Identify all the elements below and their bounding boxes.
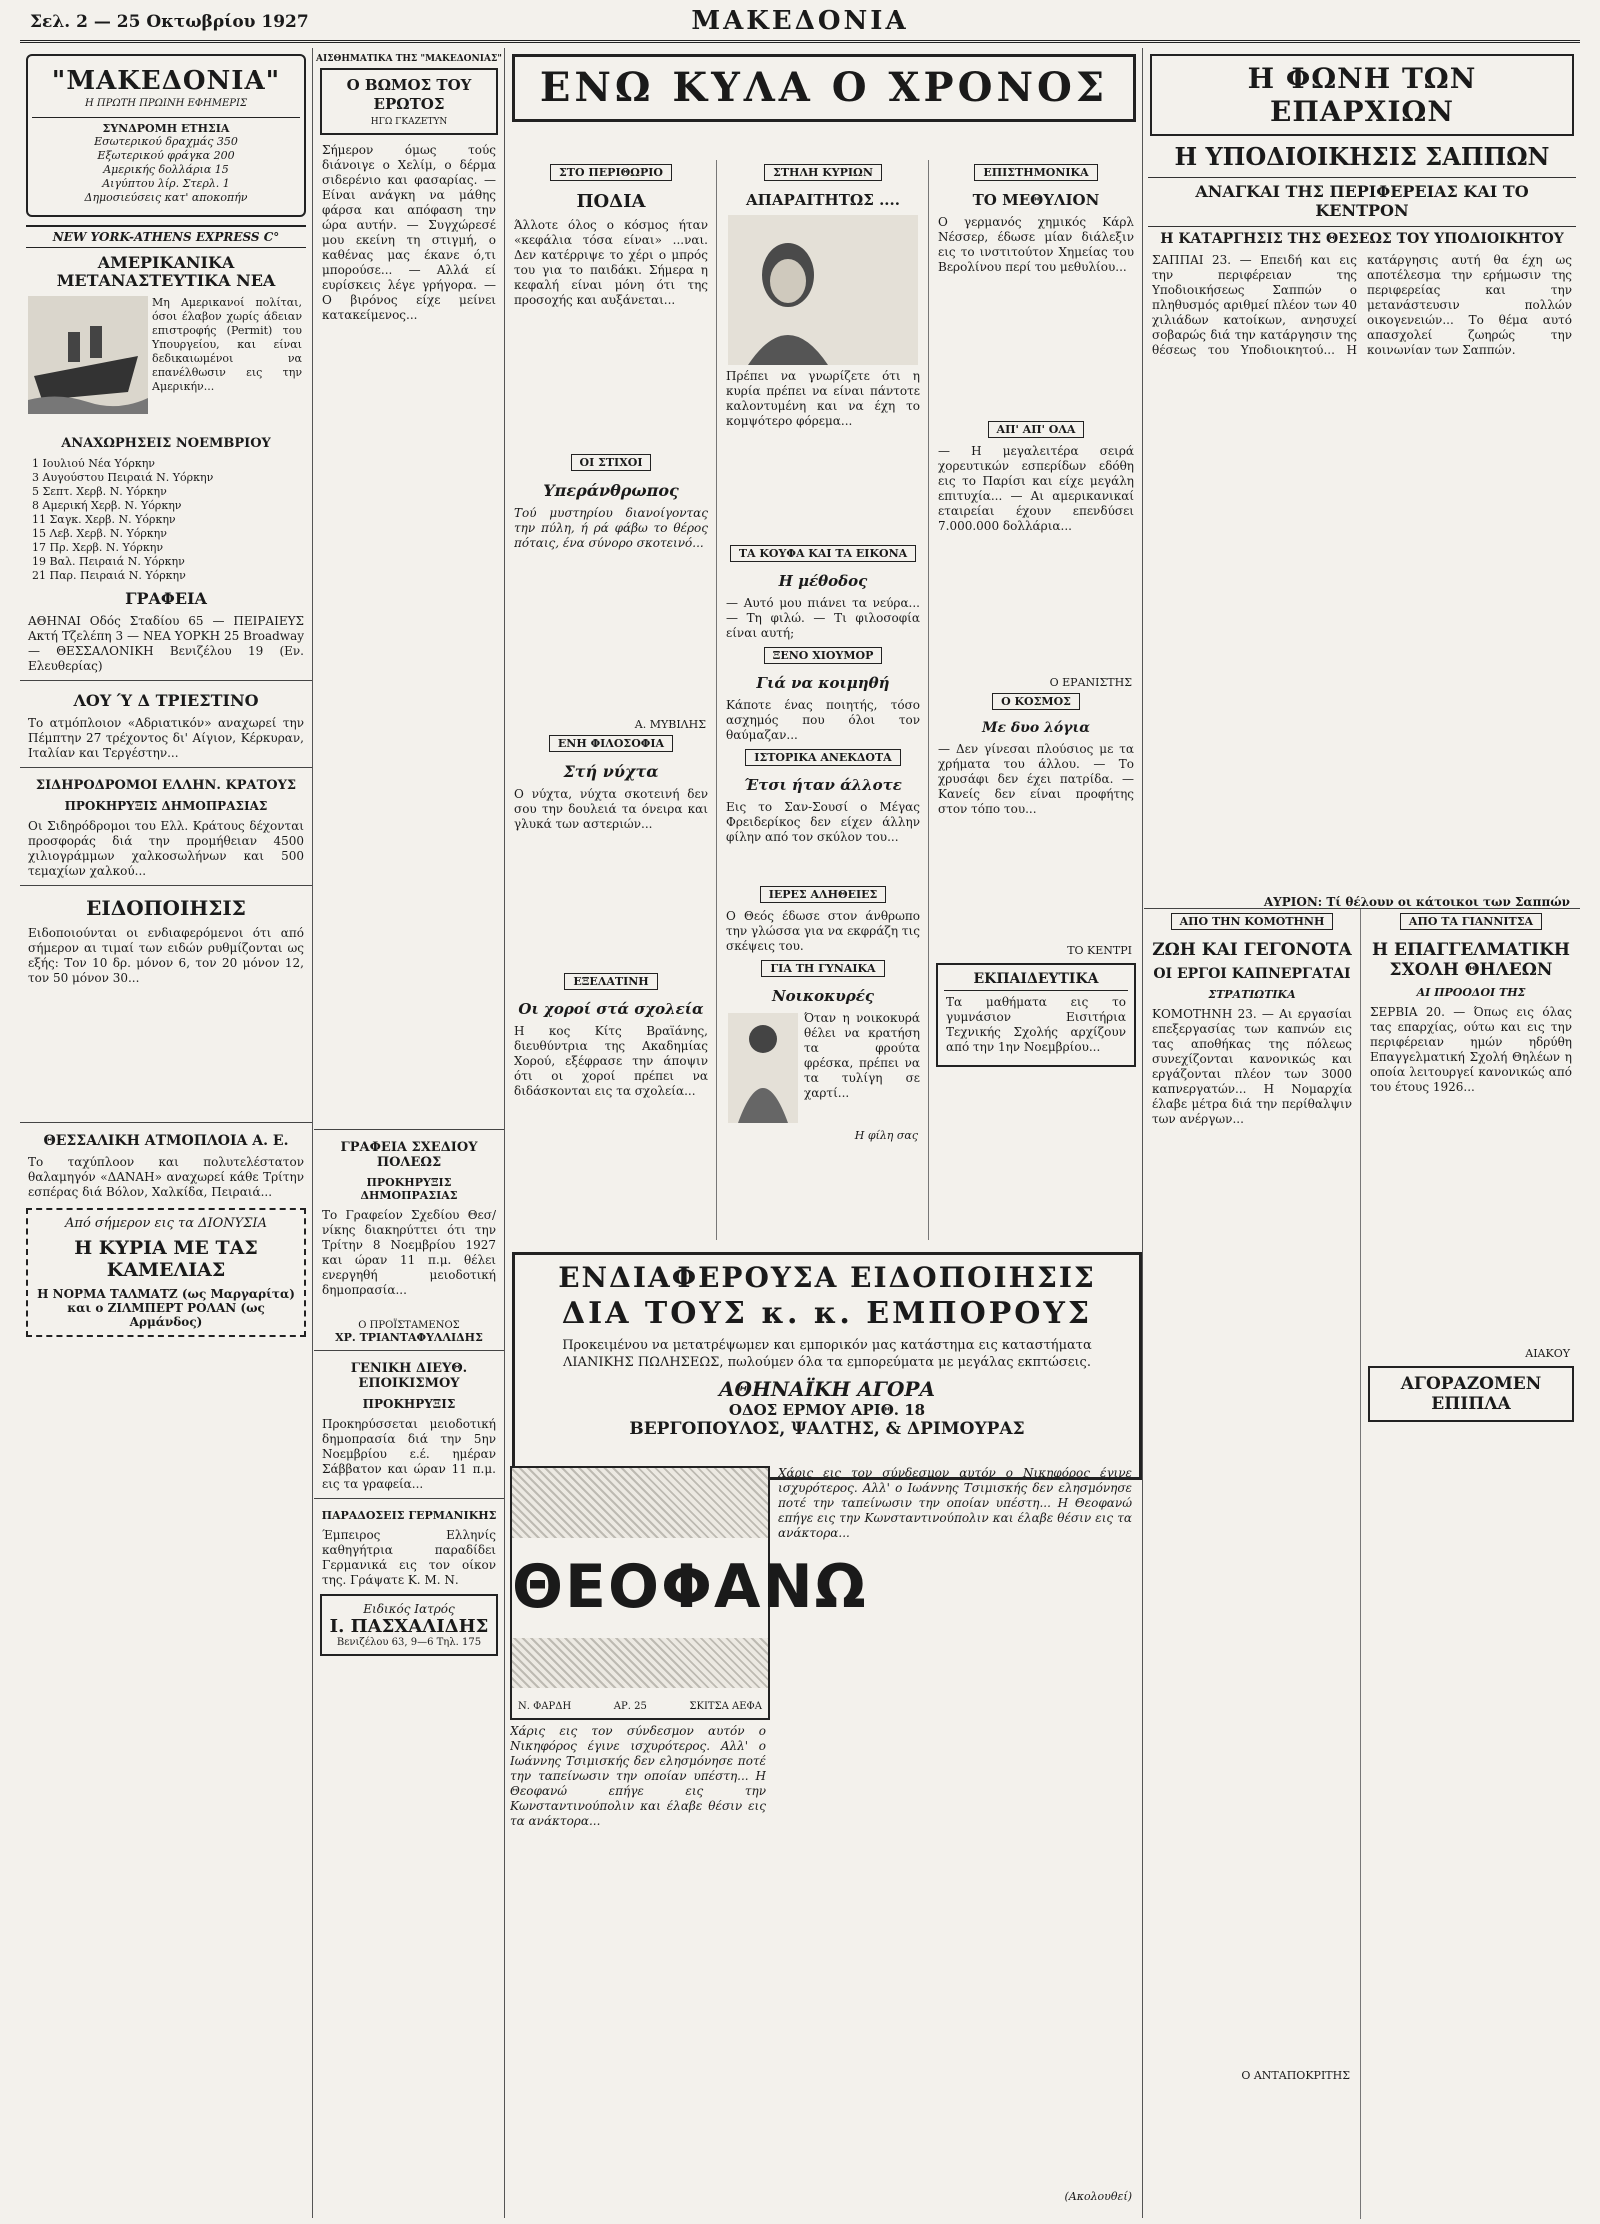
sappes-tomorrow: ΑΥΡΙΟΝ: Τί θέλουν οι κάτοικοι των Σαππών — [1263, 895, 1570, 909]
city-plan-name: ΧΡ. ΤΡΙΑΝΤΑΦΥΛΛΙΔΗΣ — [335, 1331, 483, 1344]
masthead-title: ΜΑΚΕΔΟΝΙΑ — [691, 6, 909, 36]
serial-author: Ν. ΦΑΡΔΗ — [518, 1701, 572, 1712]
list-item: 3 Αυγούστου Πειραιά Ν. Υόρκην — [32, 471, 214, 484]
trieste-section — [20, 680, 312, 761]
departures-heading: ΑΝΑΧΩΡΗΣΕΙΣ ΝΟΕΜΒΡΙΟΥ — [61, 436, 271, 451]
trieste-body: Το ατμόπλοιον «Αδριατικόν» αναχωρεί την Πέμπτην 27 τρέχοντος δι' Αίγιον, Κέρκυραν, Ιταλίαν και Τεργέστην... — [28, 716, 304, 760]
giannitsa-sign: ΑΙΑΚΟΥ — [1525, 1347, 1570, 1360]
list-item: 11 Σαγκ. Χερβ. Ν. Υόρκην — [32, 513, 176, 526]
article-body: Κάποτε ένας ποιητής, τόσο ασχημός που όλοι τον θαύμαζαν... — [726, 698, 920, 742]
masthead — [20, 4, 1580, 43]
sappes-subheading: ΑΝΑΓΚΑΙ ΤΗΣ ΠΕΡΙΦΕΡΕΙΑΣ ΚΑΙ ΤΟ ΚΕΝΤΡΟΝ — [1148, 177, 1576, 220]
serial-meta — [518, 1701, 762, 1712]
giannitsa-subtitle: ΑΙ ΠΡΟΟΔΟΙ ΤΗΣ — [1416, 986, 1526, 999]
merchants-notice — [512, 1252, 1142, 1480]
furniture-ad — [1368, 1366, 1574, 1422]
education-box — [936, 963, 1136, 1067]
komotini-subtitle-2: ΣΤΡΑΤΙΩΤΙΚΑ — [1208, 988, 1296, 1001]
section-label: ΞΕΝΟ ΧΙΟΥΜΟΡ — [764, 647, 883, 664]
article-title: Η μέθοδος — [778, 572, 868, 590]
poem-author: Α. ΜΥΒΙΛΗΣ — [634, 718, 706, 731]
section-label: Ο ΚΟΣΜΟΣ — [992, 693, 1080, 710]
shipping-heading: ΘΕΣΣΑΛΙΚΗ ΑΤΜΟΠΛΟΙΑ Α. Ε. — [43, 1133, 289, 1149]
sub-column-c — [930, 160, 1142, 1240]
komotini-body: ΚΟΜΟΤΗΝΗ 23. — Αι εργασίαι επεξεργασίας των καπνών εις τας αποθήκας της πόλεως συνεχίζονται κανονικώς και εργάζονται πλέον των 3000 καπνεργατών... Η Νομαρχία έλαβε μέτρα διά την περίθαλψιν των ανέργων... — [1152, 1007, 1352, 1126]
article-title: Υπεράνθρωπος — [543, 481, 679, 500]
city-plan-sign: Ο ΠΡΟΪΣΤΑΜΕΝΟΣ — [358, 1320, 460, 1331]
love-altar-box — [320, 68, 498, 135]
notices-body: Ειδοποιούνται οι ενδιαφερόμενοι ότι από σήμερον αι τιμαί των ειδών ρυθμίζονται ως εξής: Τον 10 δρ. μόνον 6, τον 20 μόνον 12, τον 50 μόνον 30... — [28, 926, 304, 985]
american-news-heading: ΑΜΕΡΙΚΑΝΙΚΑ ΜΕΤΑΝΑΣΤΕΥΤΙΚΑ ΝΕΑ — [56, 253, 276, 290]
article-title: ΠΟΔΙΑ — [576, 191, 646, 212]
article-title: ΑΠΑΡΑΙΤΗΤΩΣ .... — [746, 191, 900, 209]
list-item: 1 Ιουλιού Νέα Υόρκην — [32, 457, 155, 470]
column-4 — [1144, 48, 1580, 2218]
subscription-head: ΣΥΝΔΡΟΜΗ ΕΤΗΣΙΑ — [32, 117, 300, 135]
city-plan-tender — [314, 1129, 504, 1344]
love-altar-author: ΗΓΩ ΓΚΑΖΕΤΥΝ — [370, 117, 448, 127]
article-body: Ο γερμανός χημικός Κάρλ Νέσσερ, έδωσε μίαν διάλεξιν εις το ινστιτούτον Χημείας του Βερολίνου περί του μεθυλίου... — [938, 215, 1134, 274]
article-body: — Η μεγαλειτέρα σειρά χορευτικών εσπερίδων εδόθη εις το Παρίσι και είχε μεγάλη επιτυχία... — Αι αμερικανικαί εταιρείαι έχουν επενδύσει 7.000.000 δολλάρια... — [938, 444, 1134, 533]
list-item: 19 Βαλ. Πειραιά Ν. Υόρκην — [32, 555, 185, 568]
article-title: Οι χοροί στά σχολεία — [518, 1000, 704, 1018]
section-label: ΑΠ' ΑΠ' ΟΛΑ — [988, 421, 1085, 438]
serial-masthead — [510, 1466, 868, 1720]
state-railways-section — [20, 767, 312, 879]
masthead-date: Σελ. 2 — 25 Οκτωβρίου 1927 — [30, 12, 309, 32]
article-body: — Αυτό μου πιάνει τα νεύρα... — Τη φιλώ. — Τι φιλοσοφία είναι αυτή; — [726, 596, 920, 640]
merchants-heading: ΕΝΔΙΑΦΕΡΟΥΣΑ ΕΙΔΟΠΟΙΗΣΙΣ — [558, 1261, 1096, 1294]
section-label: ΣΤΗΛΗ ΚΥΡΙΩΝ — [764, 164, 882, 181]
article-title: Γιά να κοιμηθή — [756, 674, 890, 692]
giannitsa-title: Η ΕΠΑΓΓΕΛΜΑΤΙΚΗ ΣΧΟΛΗ ΘΗΛΕΩΝ — [1372, 940, 1570, 980]
doctor-ad — [320, 1594, 498, 1656]
settlement-tender — [314, 1350, 504, 1492]
settlement-body: Προκηρύσσεται μειοδοτική δημοπρασία διά την 5ην Νοεμβρίου ε.έ. ημέραν Σάββατον και ώραν 11 π.μ. εις τα γραφεία... — [322, 1417, 496, 1491]
section-label: ΟΙ ΣΤΙΧΟΙ — [571, 454, 652, 471]
german-heading: ΠΑΡΑΔΟΣΕΙΣ ΓΕΡΜΑΝΙΚΗΣ — [321, 1509, 497, 1522]
shipping-body: Το ταχύπλοον και πολυτελέστατον θαλαμηγόν «ΔΑΝΑΗ» αναχωρεί κάθε Τρίτην εσπέρας διά Βόλον, Χαλκίδα, Πειραιά... — [28, 1155, 304, 1199]
article-title: Με δυο λόγια — [981, 720, 1091, 736]
merchants-store: ΑΘΗΝΑΪΚΗ ΑΓΟΡΑ — [719, 1377, 935, 1401]
article-body: Εις το Σαν-Σουσί ο Μέγας Φρειδερίκος δεν είχεν άλλην φίλην από τον σκύλον του... — [726, 800, 920, 844]
article-title: Νοικοκυρές — [771, 987, 875, 1005]
doctor-name: Ι. ΠΑΣΧΑΛΙΔΗΣ — [329, 1616, 489, 1637]
woman-sketch-icon — [728, 1013, 798, 1123]
giannitsa-column — [1362, 909, 1580, 2219]
woman-portrait-icon — [728, 215, 918, 365]
city-plan-body: Το Γραφείον Σχεδίου Θεσ/νίκης διακηρύττει ότι την Τρίτην 8 Νοεμβρίου 1927 και ώραν 11 π.μ. θέλει ενεργηθή μειοδοτική δημοπρασία... — [322, 1208, 496, 1297]
doctor-address: Βενιζέλου 63, 9—6 Τηλ. 175 — [336, 1637, 482, 1648]
serial-ornament — [512, 1468, 768, 1538]
provinces-banner-title: Η ΦΩΝΗ ΤΩΝ ΕΠΑΡΧΙΩΝ — [1247, 62, 1477, 128]
state-railways-body: Οι Σιδηρόδρομοι του Ελλ. Κράτους δέχονται προσφοράς διά την προμήθειαν 4500 χιλιογράμμων χαλκοσωλήνων και 500 τεμαχίων χαλκού... — [28, 819, 304, 878]
city-plan-heading: ΓΡΑΦΕΙΑ ΣΧΕΔΙΟΥ ΠΟΛΕΩΣ — [340, 1140, 478, 1170]
merchants-subheading: ΔΙΑ ΤΟΥΣ κ. κ. ΕΜΠΟΡΟΥΣ — [561, 1296, 1093, 1331]
lady-illustration — [728, 215, 918, 365]
merchants-body: Προκειμένου να μετατρέψωμεν και εμπορικόν μας κατάστημα εις καταστήματα ΛΙΑΝΙΚΗΣ ΠΩΛΗΣΕΩΣ, πωλούμεν όλα τα εμπορεύματα με μεγάλας εκπτώσεις. — [562, 1338, 1092, 1370]
education-body: Τα μαθήματα εις το γυμνάσιον Εισιτήρια Τεχνικής Σχολής αρχίζουν από την 1ην Νοεμβρίου... — [946, 995, 1126, 1054]
departures-list — [32, 457, 300, 583]
article-title: Έτσι ήταν άλλοτε — [744, 776, 902, 794]
komotini-sign: Ο ΑΝΤΑΠΟΚΡΙΤΗΣ — [1241, 2069, 1350, 2082]
section-label: ΑΠΟ ΤΑ ΓΙΑΝΝΙΤΣΑ — [1400, 913, 1542, 930]
list-item: 5 Σεπτ. Χερβ. Ν. Υόρκην — [32, 485, 167, 498]
series-label: ΑΙΣΘΗΜΑΤΙΚΑ ΤΗΣ "ΜΑΚΕΔΟΝΙΑΣ" — [316, 54, 502, 64]
sub-column-b — [718, 160, 929, 1240]
shipping-section — [20, 1122, 312, 1200]
sappes-subheading-2: Η ΚΑΤΑΡΓΗΣΙΣ ΤΗΣ ΘΕΣΕΩΣ ΤΟΥ ΥΠΟΔΙΟΙΚΗΤΟΥ — [1148, 226, 1576, 247]
love-altar-story: Σήμερον όμως τούς διάνοιγε ο Χελίμ, ο δέρμα σιδερένιο και φασαρίας. — Είναι ανάγκη να μάθης φάρσα και απόφαση την ώρα αυτήν. — Συγχώρεσέ μου εκείνη τη στιγμή, ο καθένας μας έκανε ό,τι μπορούσε... — Αλλά εί ευρίσκεις λέγε γρήγορα. — Ο βιρόνος είχε μείνει κατακείμενος... — [322, 143, 496, 322]
komotini-column — [1144, 909, 1361, 2219]
notices-section — [20, 885, 312, 1116]
list-item: 15 Λεβ. Χερβ. Ν. Υόρκην — [32, 527, 167, 540]
time-banner-title: ΕΝΩ ΚΥΛΑ Ο ΧΡΟΝΟΣ — [539, 64, 1109, 111]
subscription-list — [32, 135, 300, 205]
serial-body-left: Χάρις εις τον σύνδεσμον αυτόν ο Νικηφόρος έγινε ισχυρότερος. Αλλ' ο Ιωάννης Τσιμισκής δεν ελησμόνησε ποτέ την ταπείνωσιν την οποίαν υπέστη... Η Θεοφανώ επήγε εις την Κωνσταντινούπολιν και έλαβε θέσιν εις τα ανάκτορα... — [510, 1724, 766, 1828]
komotini-subtitle: ΟΙ ΕΡΓΟΙ ΚΑΠΝΕΡΓΑΤΑΙ — [1153, 966, 1351, 982]
furniture-title: ΑΓΟΡΑΖΟΜΕΝ ΕΠΙΠΛΑ — [1400, 1374, 1542, 1414]
article-body: Ο νύχτα, νύχτα σκοτεινή δεν σου την δουλειά τα όνειρα και γλυκά των αστεριών... — [514, 787, 708, 831]
list-item: 21 Παρ. Πειραιά Ν. Υόρκην — [32, 569, 186, 582]
logo-box — [26, 54, 306, 217]
offices-body: ΑΘΗΝΑΙ Οδός Σταδίου 65 — ΠΕΙΡΑΙΕΥΣ Ακτή Τζελέπη 3 — ΝΕΑ ΥΟΡΚΗ 25 Broadway — ΘΕΣΣΑΛΟΝΙΚΗ Βενιζέλου 19 (Εν. Ελευθερίας) — [28, 614, 304, 673]
serial-title: ΘΕΟΦΑΝΩ — [512, 1552, 868, 1622]
sappes-body: ΣΑΠΠΑΙ 23. — Επειδή και εις την περιφέρειαν της Υποδιοικήσεως Σαππών ο πληθυσμός αριθμεί πλέον των 40 χιλιάδων κατοίκων, ανησυχεί σοβαρώς διά την κατάργησιν της θέσεως του Υποδιοικητού... Η κατάργησις αυτή θα έχη ως αποτέλεσμα την ερήμωσιν της περιφερείας και την μετανάστευσιν πολλών οικογενειών... Το θέμα αυτό απασχολεί ζωηρώς την κοινωνίαν των Σαππών. — [1152, 253, 1572, 357]
sub-column-a — [506, 160, 717, 1240]
subscription-line: Εξωτερικού φράγκα 200 — [97, 149, 235, 162]
section-label: ΙΕΡΕΣ ΑΛΗΘΕΙΕΣ — [760, 886, 887, 903]
doctor-line: Ειδικός Ιατρός — [363, 1602, 455, 1616]
section-label: ΕΠΙΣΤΗΜΟΝΙΚΑ — [974, 164, 1097, 181]
column-1 — [20, 48, 313, 2218]
cinema-title: Η ΚΥΡΙΑ ΜΕ ΤΑΣ ΚΑΜΕΛΙΑΣ — [74, 1237, 258, 1281]
article-body: Όταν η νοικοκυρά θέλει να κρατήση τα φρούτα φρέσκα, πρέπει να τα τυλίγη σε χαρτί... — [804, 1011, 920, 1100]
housewife-illustration — [728, 1013, 798, 1127]
cinema-ad — [26, 1208, 306, 1337]
article-title: Στή νύχτα — [563, 762, 659, 781]
serial-number: ΑΡ. 25 — [613, 1701, 647, 1712]
list-item: 17 Πρ. Χερβ. Ν. Υόρκην — [32, 541, 164, 554]
serial-continued: (Ακολουθεί) — [1064, 2190, 1132, 2203]
article-body: — Δεν γίνεσαι πλούσιος με τα χρήματα του άλλου. — Το χρυσάφι δεν έχει πατρίδα. — Κανείς δεν είναι προφήτης στον τόπο του... — [938, 742, 1134, 816]
steamship-illustration — [28, 296, 304, 416]
giannitsa-body: ΣΕΡΒΙΑ 20. — Όπως εις όλας τας επαρχίας, ούτω και εις την περιφέρειαν ημών ηδρύθη Επαγγελματική Σχολή Θηλέων η οποία λειτουργεί κανονικώς από του έτους 1926... — [1370, 1005, 1572, 1094]
article-sign: ΤΟ ΚΕΝΤΡΙ — [1067, 944, 1132, 957]
section-label: ΓΙΑ ΤΗ ΓΥΝΑΙΚΑ — [761, 960, 884, 977]
section-label: ΕΝΗ ΦΙΛΟΣΟΦΙΑ — [549, 735, 673, 752]
column-2 — [314, 48, 505, 2218]
list-item: 8 Αμερική Χερβ. Ν. Υόρκην — [32, 499, 182, 512]
article-body: Η κος Κίτς Βραϊάνης, διευθύντρια της Ακαδημίας Χορού, εξέφρασε την άποψιν ότι οι χοροί πρέπει να διδάσκονται εις τα σχολεία... — [514, 1024, 708, 1098]
express-banner: NEW YORK-ATHENS EXPRESS C° — [26, 225, 306, 248]
section-label: ΕΞΕΛΑΤΙΝΗ — [564, 973, 657, 990]
time-banner — [512, 54, 1136, 122]
merchants-owners: ΒΕΡΓΟΠΟΥΛΟΣ, ΨΑΛΤΗΣ, & ΔΡΙΜΟΥΡΑΣ — [629, 1419, 1025, 1439]
section-label: ΙΣΤΟΡΙΚΑ ΑΝΕΚΔΟΤΑ — [745, 749, 900, 766]
merchants-address: ΟΔΟΣ ΕΡΜΟΥ ΑΡΙΘ. 18 — [728, 1401, 926, 1419]
subscription-line: Δημοσιεύσεις κατ' αποκοπήν — [84, 191, 248, 204]
section-label: ΤΑ ΚΟΥΦΑ ΚΑΙ ΤΑ ΕΙΚΟΝΑ — [730, 545, 916, 562]
american-news-body: Μη Αμερικανοί πολίται, όσοι έλαβον χωρίς άδειαν επιστροφής (Permit) του Υπουργείου, και είναι δεδικαιωμένοι να επανέλθωσιν εις την Αμερικήν... — [152, 296, 302, 393]
logo-subtitle: Η ΠΡΩΤΗ ΠΡΩΙΝΗ ΕΦΗΜΕΡΙΣ — [84, 98, 248, 109]
column-3 — [506, 48, 1143, 2218]
logo-title: "ΜΑΚΕΔΟΝΙΑ" — [51, 66, 281, 96]
education-heading: ΕΚΠΑΙΔΕΥΤΙΚΑ — [944, 971, 1128, 991]
section-label: ΣΤΟ ΠΕΡΙΘΩΡΙΟ — [550, 164, 672, 181]
subscription-line: Αμερικής δολλάρια 15 — [103, 163, 229, 176]
serial-section — [506, 1466, 1142, 2218]
cinema-cast: Η ΝΟΡΜΑ ΤΑΛΜΑΤΖ (ως Μαργαρίτα) — [37, 1287, 295, 1301]
settlement-sub: ΠΡΟΚΗΡΥΞΙΣ — [362, 1397, 456, 1411]
article-body: Πρέπει να γνωρίζετε ότι η κυρία πρέπει να είναι πάντοτε καλοντυμένη και να έχη το κομψότερο φόρεμα... — [726, 369, 920, 428]
love-altar-title: Ο ΒΩΜΟΣ ΤΟΥ ΕΡΩΤΟΣ — [346, 76, 472, 113]
offices-heading: ΓΡΑΦΕΙΑ — [125, 589, 207, 608]
state-railways-heading: ΣΙΔΗΡΟΔΡΟΜΟΙ ΕΛΛΗΝ. ΚΡΑΤΟΥΣ — [35, 778, 297, 793]
articles-grid — [506, 160, 1142, 1240]
state-railways-sub: ΠΡΟΚΗΡΥΞΙΣ ΔΗΜΟΠΡΑΣΙΑΣ — [64, 799, 268, 813]
serial-body-right: Χάρις εις τον σύνδεσμον αυτόν ο Νικηφόρος έγινε ισχυρότερος. Αλλ' ο Ιωάννης Τσιμισκής δεν ελησμόνησε ποτέ την ταπείνωσιν την οποίαν υπέστη... Η Θεοφανώ επήγε εις την Κωνσταντινούπολιν και έλαβε θέσιν εις τα ανάκτορα... — [778, 1466, 1132, 1540]
german-lessons — [314, 1498, 504, 1588]
serial-illustrator: ΣΚΙΤΣΑ ΑΕΦΑ — [689, 1701, 762, 1712]
article-title: ΤΟ ΜΕΘΥΛΙΟΝ — [972, 191, 1100, 209]
serial-ornament — [512, 1638, 768, 1688]
city-plan-sub: ΠΡΟΚΗΡΥΞΙΣ ΔΗΜΟΠΡΑΣΙΑΣ — [360, 1176, 458, 1202]
article-body: Άλλοτε όλος ο κόσμος ήταν «κεφάλια τόσα είναι» ...ναι. Δεν κατέρριψε το χέρι ο μπρός του για το παιδάκι. Σήμερα η κεφαλή είναι μόνη ότι της προσοχής και αυξάνεται... — [514, 218, 708, 307]
german-body: Έμπειρος Ελληνίς καθηγήτρια παραδίδει Γερμανικά εις τον οίκον της. Γράψατε Κ. Μ. Ν. — [322, 1528, 496, 1587]
poem-body: Τού μυστηρίου διανοίγοντας την πύλη, ή ρά φάβω το θέρος πόταις, ένα σύνορο σκοτεινό... — [514, 506, 708, 550]
notices-heading: ΕΙΔΟΠΟΙΗΣΙΣ — [86, 896, 246, 920]
regional-grid — [1144, 908, 1580, 2219]
article-sign: Ο ΕΡΑΝΙΣΤΗΣ — [1049, 676, 1132, 689]
article-body: Ο Θεός έδωσε στον άνθρωπο την γλώσσα για να εκφράζη τις σκέψεις του. — [726, 909, 920, 953]
trieste-heading: ΛΟΥ Ύ Δ ΤΡΙΕΣΤΙΝΟ — [73, 691, 259, 710]
article-sign: Η φίλη σας — [854, 1129, 918, 1142]
sappes-heading: Η ΥΠΟΔΙΟΙΚΗΣΙΣ ΣΑΠΠΩΝ — [1174, 142, 1550, 171]
subscription-line: Εσωτερικού δραχμάς 350 — [94, 135, 238, 148]
komotini-title: ΖΩΗ ΚΑΙ ΓΕΓΟΝΟΤΑ — [1152, 940, 1352, 960]
cinema-cast: και ο ΖΙΛΜΠΕΡΤ ΡΟΛΑΝ (ως Αρμάνδος) — [67, 1301, 265, 1329]
settlement-heading: ΓΕΝΙΚΗ ΔΙΕΥΘ. ΕΠΟΙΚΙΣΜΟΥ — [350, 1361, 468, 1391]
cinema-heading: Από σήμερον εις τα ΔΙΟΝΥΣΙΑ — [65, 1216, 267, 1231]
provinces-banner — [1150, 54, 1574, 136]
ship-icon — [28, 296, 148, 414]
subscription-line: Αιγύπτου λίρ. Στερλ. 1 — [102, 177, 230, 190]
section-label: ΑΠΟ ΤΗΝ ΚΟΜΟΤΗΝΗ — [1171, 913, 1334, 930]
